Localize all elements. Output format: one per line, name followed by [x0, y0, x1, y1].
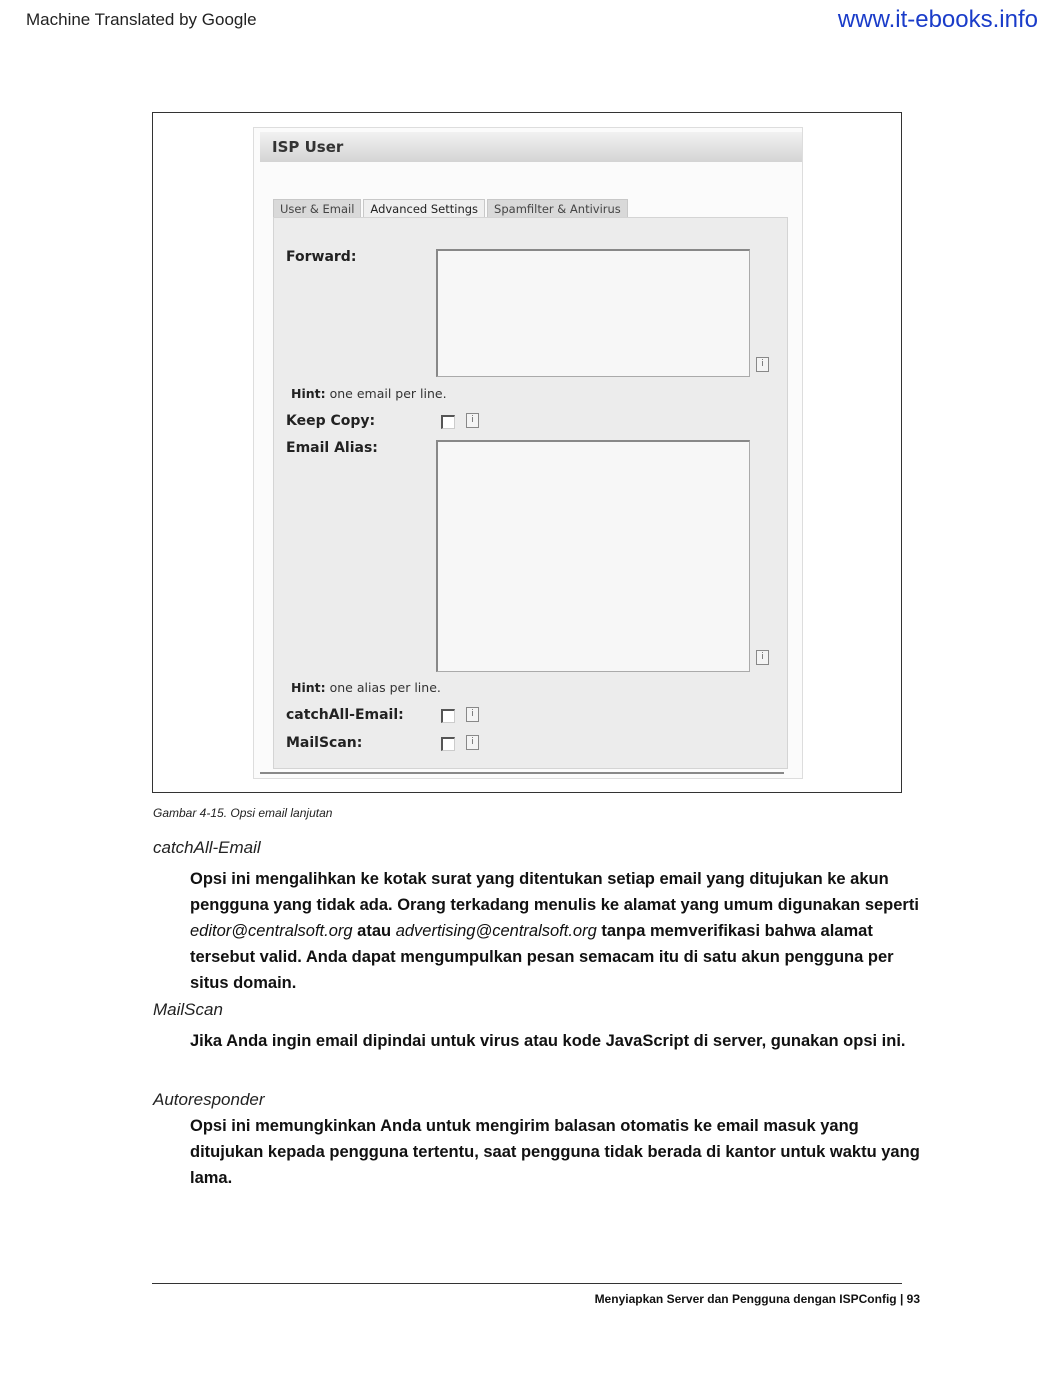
panel-header — [260, 132, 802, 162]
help-icon[interactable]: i — [466, 735, 479, 750]
hint-text: one alias per line. — [325, 680, 441, 695]
email-alias-textarea[interactable] — [436, 440, 750, 672]
definition-autoresponder: Opsi ini memungkinkan Anda untuk mengirim balasan otomatis ke email masuk yang ditujukan kepada pengguna tertentu, saat pengguna tidak berada di kantor untuk waktu yang lama. — [190, 1117, 920, 1187]
help-icon[interactable]: i — [756, 650, 769, 665]
forward-label: Forward: — [286, 249, 357, 265]
advanced-settings-form — [273, 217, 788, 769]
keep-copy-label: Keep Copy: — [286, 413, 376, 429]
definition-catchall-email — [190, 866, 920, 996]
help-icon[interactable]: i — [466, 707, 479, 722]
figure-screenshot — [152, 112, 902, 793]
isp-user-panel — [253, 127, 803, 779]
keep-copy-checkbox[interactable] — [441, 415, 455, 429]
help-icon[interactable]: i — [466, 413, 479, 428]
running-footer: Menyiapkan Server dan Pengguna dengan ISPConfig | 93 — [594, 1292, 920, 1306]
hint-key: Hint: — [291, 680, 326, 695]
mailscan-label: MailScan: — [286, 735, 363, 751]
catchall-email-label: catchAll-Email: — [286, 707, 404, 723]
catchall-email-checkbox[interactable] — [441, 709, 455, 723]
footer-divider — [152, 1283, 902, 1284]
forward-hint — [291, 386, 447, 401]
hint-key: Hint: — [291, 386, 326, 401]
tab-spamfilter-antivirus[interactable]: Spamfilter & Antivirus — [487, 199, 628, 219]
help-icon[interactable]: i — [756, 357, 769, 372]
definition-text: tanpa memverifikasi bahwa alamat tersebut valid. Anda dapat mengumpulkan pesan semacam itu di satu akun pengguna per situs domain. — [190, 922, 894, 992]
tab-advanced-settings[interactable]: Advanced Settings — [363, 199, 485, 219]
tab-user-email[interactable]: User & Email — [273, 199, 361, 219]
forward-textarea[interactable] — [436, 249, 750, 377]
definition-text: Opsi ini mengalihkan ke kotak surat yang ditentukan setiap email yang ditujukan ke akun pengguna yang tidak ada. Orang terkadang menulis ke alamat yang umum digunakan seperti — [190, 870, 919, 914]
tab-bar — [273, 199, 630, 219]
term-autoresponder: Autoresponder — [153, 1090, 265, 1109]
figure-caption: Gambar 4-15. Opsi email lanjutan — [153, 806, 333, 820]
machine-translated-notice: Machine Translated by Google — [26, 10, 257, 29]
email-alias-label: Email Alias: — [286, 440, 378, 456]
definition-mailscan: Jika Anda ingin email dipindai untuk virus atau kode JavaScript di server, gunakan opsi ini. — [190, 1032, 906, 1050]
panel-title: ISP User — [272, 138, 344, 156]
panel-divider — [260, 772, 784, 774]
term-catchall-email: catchAll-Email — [153, 838, 261, 857]
hint-text: one email per line. — [325, 386, 447, 401]
source-link[interactable]: www.it-ebooks.info — [837, 6, 1038, 33]
alias-hint — [291, 680, 441, 695]
term-mailscan: MailScan — [153, 1000, 223, 1019]
example-email: advertising@centralsoft.org — [395, 922, 597, 940]
definition-text: atau — [352, 922, 396, 940]
example-email: editor@centralsoft.org — [190, 922, 353, 940]
mailscan-checkbox[interactable] — [441, 737, 455, 751]
